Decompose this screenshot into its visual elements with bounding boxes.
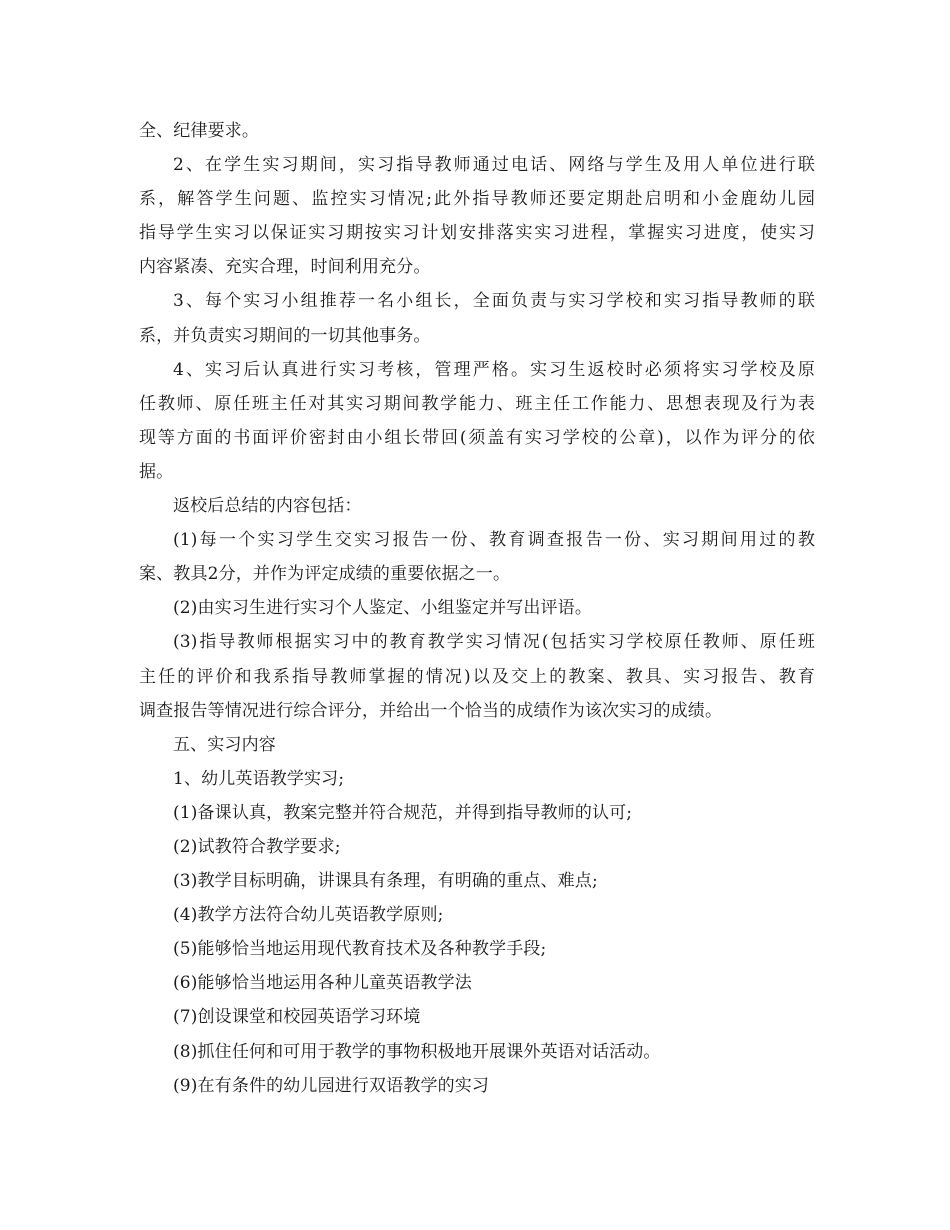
- text-line: 案、教具2分，并作为评定成绩的重要依据之一。: [139, 564, 511, 585]
- text-line: 内容紧凑、充实合理，时间利用充分。: [139, 257, 431, 278]
- text-line: 系，并负责实习期间的一切其他事务。: [139, 325, 431, 346]
- text-line: 据。: [139, 461, 174, 482]
- text-line: (9)在有条件的幼儿园进行双语教学的实习: [173, 1075, 490, 1096]
- text-line: 主任的评价和我系指导教师掌握的情况)以及交上的教案、教具、实习报告、教育: [139, 666, 815, 687]
- text-line: (2)由实习生进行实习个人鉴定、小组鉴定并写出评语。: [173, 598, 592, 619]
- text-line: (1)备课认真，教案完整并符合规范，并得到指导教师的认可;: [173, 802, 633, 823]
- text-line: (8)抓住任何和可用于教学的事物积极地开展课外英语对话活动。: [173, 1041, 661, 1062]
- text-line: (2)试教符合教学要求;: [173, 836, 341, 857]
- text-line: 返校后总结的内容包括：: [173, 496, 362, 517]
- text-line: (7)创设课堂和校园英语学习环境: [173, 1007, 421, 1028]
- text-line: (1)每一个实习学生交实习报告一份、教育调查报告一份、实习期间用过的教: [173, 530, 815, 551]
- text-line: 全、纪律要求。: [139, 121, 260, 141]
- text-line: 系，解答学生问题、监控实习情况;此外指导教师还要定期赴启明和小金鹿幼儿园: [139, 189, 815, 210]
- text-line: (3)指导教师根据实习中的教育教学实习情况(包括实习学校原任教师、原任班: [173, 632, 815, 653]
- text-line: 调查报告等情况进行综合评分，并给出一个恰当的成绩作为该次实习的成绩。: [139, 700, 723, 721]
- text-line: (3)教学目标明确，讲课具有条理，有明确的重点、难点;: [173, 871, 598, 892]
- text-line: 五、实习内容: [173, 734, 276, 755]
- text-line: (4)教学方法符合幼儿英语教学原则;: [173, 905, 444, 926]
- text-line: (6)能够恰当地运用各种儿童英语教学法: [173, 973, 472, 994]
- text-line: 指导学生实习以保证实习期按实习计划安排落实实习进程，掌握实习进度，使实习: [139, 223, 815, 244]
- document-body: [139, 114, 815, 1103]
- text-line: 任教师、原任班主任对其实习期间教学能力、班主任工作能力、思想表现及行为表: [139, 393, 815, 414]
- text-line: 4、实习后认真进行实习考核，管理严格。实习生返校时必须将实习学校及原: [173, 359, 815, 380]
- text-line: 1、幼儿英语教学实习;: [173, 768, 345, 789]
- text-line: 3、每个实习小组推荐一名小组长，全面负责与实习学校和实习指导教师的联: [173, 291, 815, 312]
- text-line: (5)能够恰当地运用现代教育技术及各种教学手段;: [173, 939, 547, 960]
- text-line: 2、在学生实习期间，实习指导教师通过电话、网络与学生及用人单位进行联: [173, 155, 815, 176]
- text-line: 现等方面的书面评价密封由小组长带回(须盖有实习学校的公章)，以作为评分的依: [139, 427, 815, 448]
